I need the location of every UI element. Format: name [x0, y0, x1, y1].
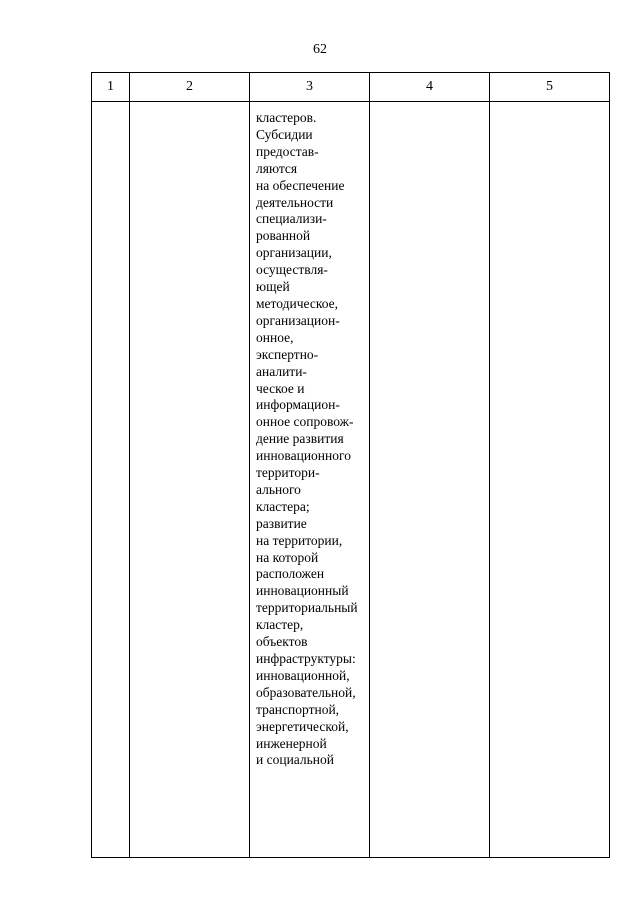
cell-text-line: онное,: [256, 329, 294, 345]
cell-text-line: энергетической,: [256, 718, 349, 734]
cell-text-line: дение развития: [256, 431, 344, 447]
cell-col-1: [92, 102, 130, 858]
cell-text-line: рованной: [256, 228, 311, 244]
column-header-1: 1: [92, 73, 130, 102]
cell-text-line: организацион-: [256, 312, 340, 328]
document-table: [91, 72, 610, 858]
cell-text-line: информацион-: [256, 397, 340, 413]
table-header-row: [92, 73, 610, 102]
cell-text-line: инженерной: [256, 735, 327, 751]
column-header-2: 2: [130, 73, 250, 102]
cell-text-line: образовательной,: [256, 684, 356, 700]
table-row: [92, 102, 610, 858]
cell-text-line: ляются: [256, 160, 298, 176]
cell-col-3: [250, 102, 370, 858]
cell-text-line: расположен: [256, 566, 325, 582]
cell-text-line: кластера;: [256, 498, 310, 514]
cell-text-line: и социальной: [256, 752, 334, 768]
cell-text-line: инновационный: [256, 583, 349, 599]
cell-text-line: инновационной,: [256, 667, 350, 683]
cell-text-line: ческое и: [256, 380, 305, 396]
cell-text-line: ющей: [256, 279, 290, 295]
cell-text-line: объектов: [256, 634, 308, 650]
cell-text-line: территориальный: [256, 600, 358, 616]
cell-text-line: деятельности: [256, 194, 334, 210]
cell-text-line: транспортной,: [256, 701, 340, 717]
cell-text-line: кластер,: [256, 617, 304, 633]
cell-col-3-text: [250, 102, 369, 769]
cell-text-line: на обеспечение: [256, 177, 345, 193]
column-header-4: 4: [370, 73, 490, 102]
cell-text-line: инновационного: [256, 448, 351, 464]
cell-text-line: на территории,: [256, 532, 343, 548]
cell-text-line: развитие: [256, 515, 307, 531]
cell-text-line: на которой: [256, 549, 319, 565]
cell-text-line: экспертно-: [256, 346, 319, 362]
cell-text-line: организации,: [256, 245, 332, 261]
cell-col-2: [130, 102, 250, 858]
cell-text-line: кластеров.: [256, 110, 317, 125]
page-number: 62: [313, 42, 327, 57]
cell-text-line: специализи-: [256, 211, 327, 227]
cell-text-line: предостав-: [256, 143, 319, 159]
cell-text-line: ального: [256, 481, 301, 497]
cell-text-line: Субсидии: [256, 126, 313, 142]
cell-text-line: аналити-: [256, 363, 307, 379]
cell-text-line: инфраструктуры:: [256, 651, 356, 666]
cell-col-4: [370, 102, 490, 858]
column-header-3: 3: [250, 73, 370, 102]
cell-text-line: осуществля-: [256, 262, 328, 278]
cell-text-line: методическое,: [256, 295, 338, 311]
cell-col-5: [490, 102, 610, 858]
cell-text-line: онное сопровож-: [256, 414, 354, 430]
cell-text-line: территори-: [256, 465, 320, 481]
column-header-5: 5: [490, 73, 610, 102]
